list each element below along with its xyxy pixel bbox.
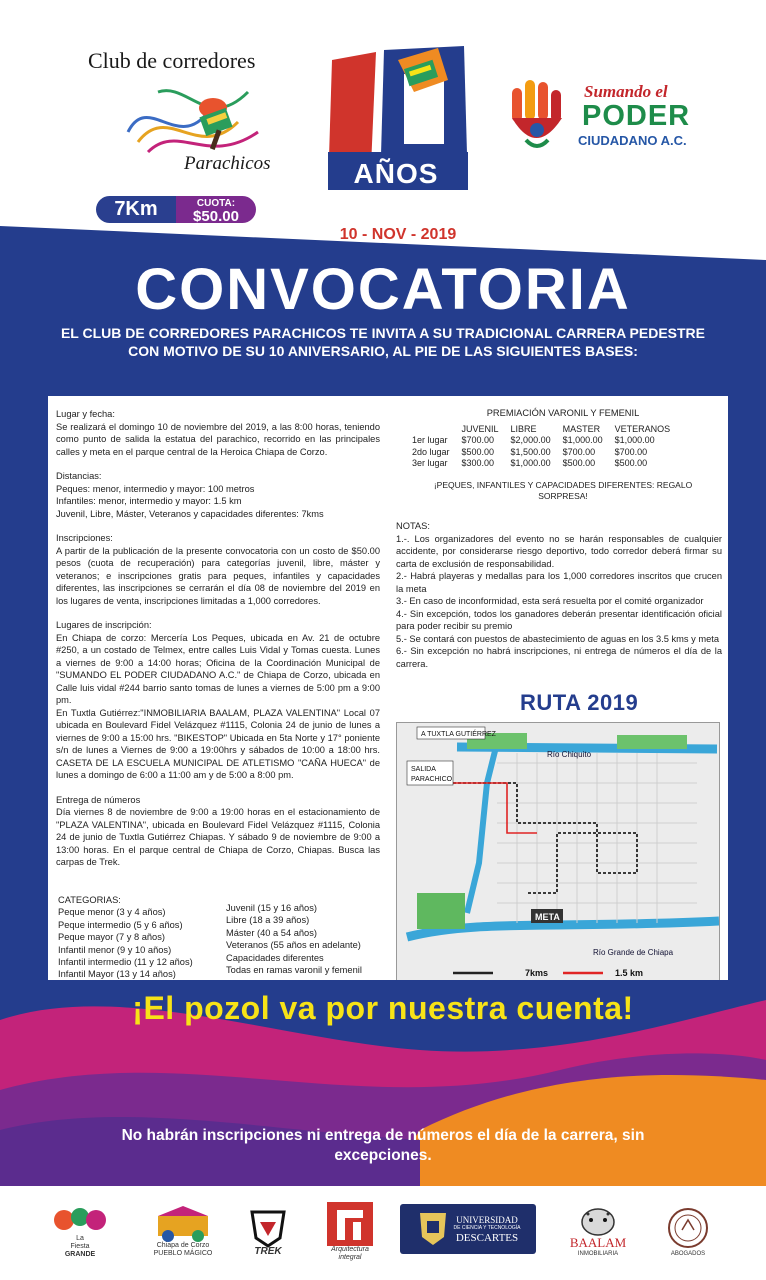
category-item: Peque menor (3 y 4 años) (58, 907, 166, 918)
distance-line: Peques: menor, intermedio y mayor: 100 metros (56, 483, 255, 494)
table-cell: $1,000.00 (614, 435, 655, 445)
section-text: A partir de la publicación de la presente convocatoria con un costo de $50.00 pesos (cuota de recuperación) para categorías juvenil, libre, máster y veteranos; e inscripciones gratis para peques, infantiles y capacidades diferentes, las inscripciones se cerrarán el día 08 de noviembre del 2019 en los lugares de venta, inscripciones limitadas a 1,000 corredores. (56, 545, 380, 606)
arquitectura-icon (327, 1202, 373, 1246)
note-item: 1.-. Los organizadores del evento no se harán responsables de cualquier accidente, por considerarse riesgo deportivo, todo corredor deberá firmar su carta de exclusión de responsabilidad. (396, 533, 722, 569)
category-item: Capacidades diferentes (226, 952, 324, 963)
table-cell: $700.00 (614, 446, 648, 457)
section-heading: Distancias: (56, 471, 102, 481)
legend-15km: 1.5 km (615, 968, 644, 978)
distance-label: 7Km (96, 196, 176, 223)
route-map-drawing (397, 723, 719, 983)
table-cell: $700.00 (461, 435, 495, 445)
notes-heading: NOTAS: (396, 521, 430, 531)
sponsor-arquitectura (314, 1198, 386, 1266)
category-item: Peque intermedio (5 y 6 años) (58, 919, 183, 930)
notes (396, 520, 722, 670)
sponsor-text: PUEBLO MÁGICO (153, 1250, 213, 1257)
map-label-meta: META (535, 912, 560, 922)
hand-icon (506, 78, 576, 158)
university-crest-icon (416, 1209, 450, 1249)
sponsor-text: INMOBILIARIA (577, 1251, 619, 1257)
sponsor-text: Fiesta (70, 1243, 90, 1250)
sponsor-text: UNIVERSIDAD (456, 1214, 518, 1225)
sponsor-text: DESCARTES (455, 1231, 519, 1244)
pueblo-magico-icon (148, 1206, 218, 1242)
cuota-label: CUOTA: (196, 198, 236, 209)
map-label-salida: SALIDA (411, 766, 436, 773)
map-label-rio-grande: Río Grande de Chiapa (593, 948, 674, 957)
sponsor-trek (236, 1198, 300, 1266)
table-row (412, 435, 682, 447)
legend-7km: 7kms (525, 968, 549, 978)
page-title: CONVOCATORIA (135, 257, 631, 322)
jaguar-icon (578, 1206, 618, 1236)
sponsor-text: Arquitectura (331, 1246, 369, 1253)
distance-line: Juvenil, Libre, Máster, Veteranos y capacidades diferentes: 7kms (56, 508, 324, 519)
prizes-table (412, 424, 682, 470)
table-row (412, 447, 682, 459)
table-cell: $1,500.00 (510, 446, 551, 457)
prizes-col-header: JUVENIL (461, 423, 499, 434)
partner-logo (506, 78, 701, 158)
section-distancias (56, 470, 380, 520)
map-label-rio-chiquito: Río Chiquito (547, 750, 592, 759)
note-item: 5.- Se contará con puestos de abastecimiento de aguas en los 3.5 kms y meta (396, 633, 719, 644)
parachico-runner-art (118, 72, 268, 162)
section-heading: Lugares de inscripción: (56, 620, 152, 630)
prizes-col-header (412, 424, 462, 436)
sponsor-text: BAALAM (569, 1235, 627, 1250)
descartes-text (454, 1215, 521, 1244)
table-cell: $500.00 (562, 458, 596, 468)
section-lugar (56, 408, 380, 458)
anniversary-years: AÑOS (353, 158, 439, 189)
fiesta-logo-icon (50, 1205, 110, 1235)
sponsor-text: DE CIENCIA Y TECNOLOGÍA (453, 1224, 521, 1231)
sponsor-chiapa (140, 1198, 226, 1266)
category-item: Peque mayor (7 y 8 años) (58, 932, 165, 943)
table-cell: $2,000.00 (510, 435, 551, 445)
partner-line-1: Sumando el (584, 82, 668, 101)
law-seal-icon (666, 1206, 710, 1250)
sponsor-text: La (76, 1235, 84, 1242)
cuota-value: $50.00 (193, 208, 239, 223)
table-cell: 3er lugar (412, 458, 448, 468)
prizes-title: PREMIACIÓN VARONIL Y FEMENIL (486, 408, 640, 418)
categories-col-1 (58, 894, 224, 981)
cuota-box (176, 196, 256, 223)
sponsor-text: GRANDE (64, 1251, 96, 1258)
anniversary-logo (318, 40, 478, 243)
prizes-col-header: MASTER (562, 423, 601, 434)
table-cell: $300.00 (461, 458, 495, 468)
table-cell: $700.00 (562, 446, 596, 457)
category-item: Juvenil (15 y 16 años) (226, 903, 317, 913)
prizes-note: ¡PEQUES, INFANTILES Y CAPACIDADES DIFERENTES: REGALO SORPRESA! (433, 479, 693, 501)
section-lugares (56, 619, 380, 782)
distance-line: Infantiles: menor, intermedio y mayor: 1.5 km (56, 496, 242, 506)
prizes-header-row (412, 424, 682, 436)
categories-col-2 (226, 902, 396, 976)
note-item: 6.- Sin excepción no habrá inscripciones, ni entrega de números el día de la carrera. (396, 646, 722, 669)
bases-left-column (56, 408, 380, 881)
note-item: 2.- Habrá playeras y medallas para los 1,000 corredores inscritos que crucen la meta (396, 571, 722, 594)
club-logo (78, 40, 292, 198)
category-item: Libre (18 a 39 años) (226, 915, 310, 926)
partner-line-2: PODER (582, 100, 691, 132)
category-item: Infantil menor (9 y 10 años) (58, 944, 172, 955)
sponsor-abogados (652, 1198, 724, 1266)
intro-text: EL CLUB DE CORREDORES PARACHICOS TE INVITA A SU TRADICIONAL CARRERA PEDESTRE CON MOTIVO DE SU 10 ANIVERSARIO, AL PIE DE LAS SIGUIENTES BASES: (60, 325, 706, 359)
prizes (408, 408, 718, 503)
note-item: 3.- En caso de inconformidad, esta será resuelta por el comité organizador (396, 596, 704, 606)
category-item: Infantil Mayor (13 y 14 años) (58, 969, 176, 980)
section-inscripciones (56, 532, 380, 607)
categories-heading: CATEGORIAS: (58, 895, 121, 905)
section-text: Día viernes 8 de noviembre de 9:00 a 19:00 horas en el estacionamiento de "PLAZA VALENTINA", ubicada en Boulevard Fidel Velázquez #1115, Colonia 24 de junio de Tuxtla Gutiérrez Chiapas. Y sábado 9 de noviembre de 9:00 a 13:00 horas. En el parque central de Chiapa de Corzo, Chiapas. Busca las carpas de Trek. (56, 807, 380, 867)
table-cell: $500.00 (461, 446, 495, 457)
header (0, 0, 766, 243)
note-item: 4.- Sin excepción, todos los ganadores deberán presentar identificación oficial para poder recibir su premio (396, 608, 722, 631)
table-cell: $500.00 (614, 458, 648, 468)
prizes-col-header: LIBRE (510, 423, 537, 434)
ten-years-emblem (318, 40, 478, 220)
sponsor-descartes (400, 1204, 536, 1254)
section-heading: Inscripciones: (56, 533, 113, 543)
table-cell: $1,000.00 (510, 458, 551, 468)
sponsor-text: integral (338, 1254, 362, 1261)
table-cell: 1er lugar (412, 435, 448, 445)
prizes-col-header: VETERANOS (614, 423, 671, 434)
trek-shield-icon (248, 1208, 288, 1248)
section-heading: Lugar y fecha: (56, 409, 115, 419)
partner-line-3: CIUDADANO A.C. (578, 133, 687, 148)
event-date: 10 - NOV - 2019 (339, 226, 457, 243)
section-text: En Tuxtla Gutiérrez:"INMOBILIARIA BAALAM, PLAZA VALENTINA" Local 07 ubicada en Boulevard Fidel Velázquez #1115, Colonia 24 de junio de lunes a viernes de 9:00 a 15:00 hrs. "BIKESTOP" Ubicada en 5ta Norte y 17° poniente s/n de lunes a Viernes de 9:00 a 19:00hrs y sábados de 10:00 a 18:00 hrs. CASETA DE LA ESCUELA MUNICIPAL DE ATLETISMO "CAÑA HUECA" de lunes a domingo de 6:00 a 11:00 am y de 5:00 a 8:00 pm. (56, 707, 380, 780)
sponsor-fiesta-grande (40, 1198, 120, 1266)
table-cell: 2do lugar (412, 446, 450, 457)
footer-note: No habrán inscripciones ni entrega de números el día de la carrera, sin excepciones. (121, 1127, 645, 1164)
category-item: Máster (40 a 54 años) (226, 927, 317, 938)
category-item: Todas en ramas varonil y femenil (226, 965, 362, 976)
sponsor-text: TREK (254, 1246, 282, 1257)
category-item: Infantil intermedio (11 y 12 años) (58, 957, 193, 968)
sponsor-text: ABOGADOS (670, 1251, 706, 1257)
table-cell: $1,000.00 (562, 435, 603, 445)
sponsor-baalam (560, 1198, 636, 1266)
section-entrega (56, 794, 380, 869)
route-map (396, 722, 720, 984)
club-subtitle: Parachicos (184, 153, 271, 174)
section-text: Se realizará el domingo 10 de noviembre del 2019, a las 8:00 horas, teniendo como punto de salida la estatua del parachico, recorrido en las principales calles y meta en el parque central de la Heroica Chiapa de Corzo. (56, 421, 380, 457)
section-heading: Entrega de números (56, 794, 141, 805)
table-row (412, 458, 682, 470)
club-title: Club de corredores (88, 48, 256, 73)
fee-badge (96, 196, 256, 223)
category-item: Veteranos (55 años en adelante) (226, 940, 361, 951)
map-label-tuxtla: A TUXTLA GUTIÉRREZ (421, 731, 496, 738)
section-text: En Chiapa de corzo: Mercería Los Peques, ubicada en Av. 21 de octubre #250, a un costado de Telmex, entre calles Luis Vidal y Tomas cuesta. Lunes a viernes de 9:00 a 14:00 horas; Oficina de la Coordinación Municipal de "SUMANDO EL PODER CIUDADANO A.C." de Chiapa de Corzo, ubicada en Calle luis vidal #244 barrio santo tomas de lunes a viernes de 5:00 pm a 9:00 pm. (56, 632, 380, 705)
route-title: RUTA 2019 (520, 690, 639, 715)
slogan: ¡El pozol va por nuestra cuenta! (132, 990, 634, 1026)
map-label-parachico: PARACHICO (411, 776, 453, 783)
sponsor-text: Chiapa de Corzo (156, 1242, 210, 1249)
sponsors-bar (0, 1186, 766, 1280)
